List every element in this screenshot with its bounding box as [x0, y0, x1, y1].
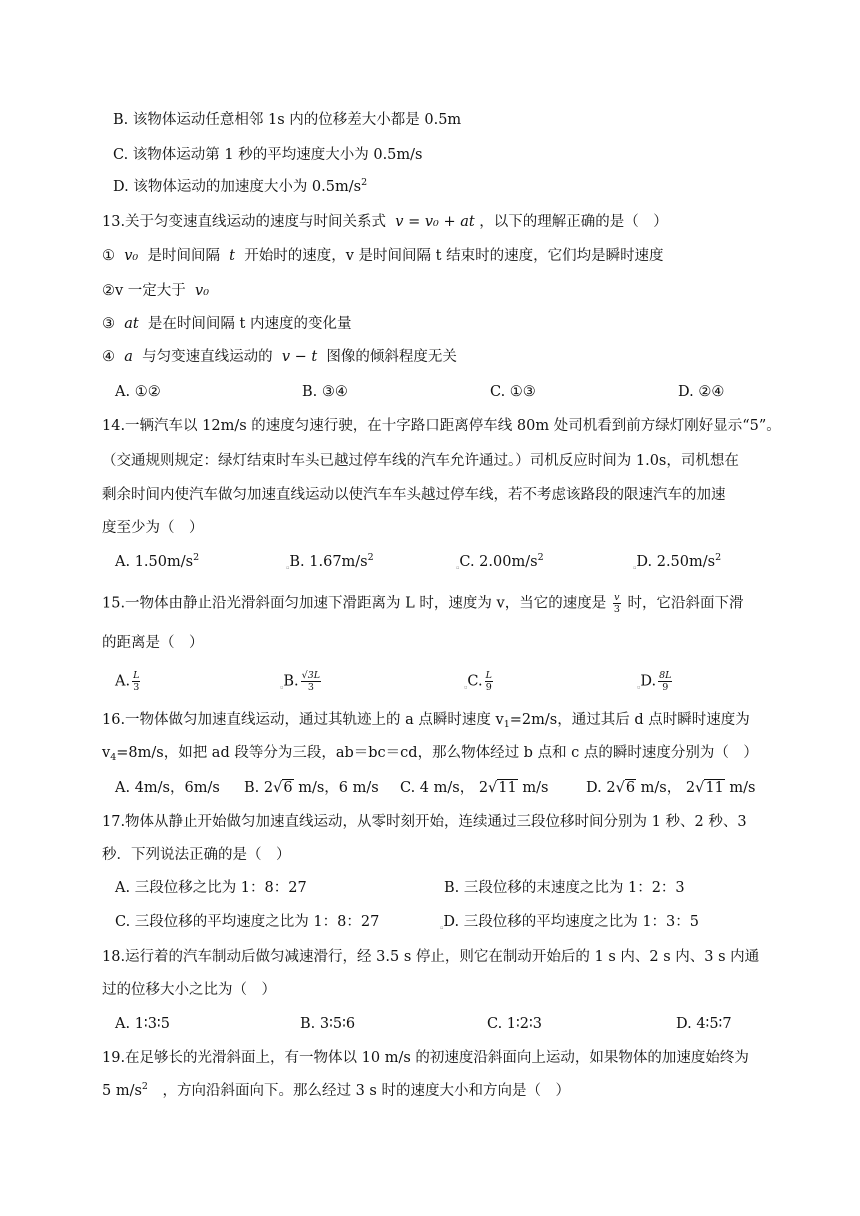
q12-option-d: D. 该物体运动的加速度大小为 $0.5m/s^2$: [113, 177, 368, 195]
q14-option-a: A. $1.50m/s^2$: [115, 552, 200, 570]
q19-stem-line-2: 5 $m/s^2$ ，方向沿斜面向下。那么经过 3 s 时的速度大小和方向是（ ）: [102, 1081, 570, 1099]
q18-option-d: D. 4∶5∶7: [676, 1016, 732, 1032]
q15-option-d: $_▫$D. $\frac{8L}{9}$: [637, 670, 672, 693]
q17-option-d: $_▫$D. 三段位移的平均速度之比为 1：3：5: [440, 914, 700, 931]
q14-option-c: $_▫$C. $2.00m/s^2$: [456, 552, 544, 571]
q13-statement-2: ②v 一定大于 v₀: [102, 283, 210, 299]
q18-stem-line-2: 过的位移大小之比为（ ）: [102, 982, 276, 998]
q18-stem-line-1: 18.运行着的汽车制动后做匀减速滑行，经 3.5 s 停止，则它在制动开始后的 1 s 内、2 s 内、3 s 内通: [102, 949, 760, 965]
q14-stem-line-1: 14.一辆汽车以 12m/s 的速度匀速行驶，在十字路口距离停车线 80m 处司机看到前方绿灯刚好显示“5”。: [102, 418, 781, 434]
q15-stem-line-2: 的距离是（ ）: [102, 635, 204, 651]
q17-option-a: A. 三段位移之比为 1：8：27: [115, 880, 307, 896]
q16-option-b: B. 2√6 m/s，6 m/s: [244, 780, 379, 796]
q16-stem-line-2: $v_4=8m/s$，如把 ad 段等分为三段，ab＝bc＝cd，那么物体经过 b 点和 c 点的瞬时速度分别为（ ）: [102, 745, 758, 763]
q16-option-c: C. 4 m/s， 2√11 m/s: [400, 780, 549, 796]
q17-stem-line-1: 17.物体从静止开始做匀加速直线运动，从零时刻开始，连续通过三段位移时间分别为 1 秒、2 秒、3: [102, 814, 747, 830]
q18-option-c: C. 1∶2∶3: [487, 1016, 543, 1032]
q17-option-b: B. 三段位移的末速度之比为 1：2：3: [444, 880, 685, 896]
q13-statement-3: ③ at 是在时间间隔 t 内速度的变化量: [102, 316, 352, 332]
q16-option-d: D. 2√6 m/s， 2√11 m/s: [586, 780, 756, 796]
q15-option-b: $_▫$B. $\frac{√3L}{3}$: [280, 670, 321, 693]
q13-option-a: A. ①②: [115, 384, 161, 400]
q12-option-b: B. 该物体运动任意相邻 1s 内的位移差大小都是 0.5m: [113, 112, 462, 128]
q13-stem: 13.关于匀变速直线运动的速度与时间关系式 v = v₀ + at ，以下的理解正确的是（ ）: [102, 214, 668, 230]
q16-stem-line-1: 16.一物体做匀加速直线运动，通过其轨迹上的 a 点瞬时速度 $v_1=2m/s$，通过其后 d 点时瞬时速度为: [102, 712, 750, 730]
q15-stem-line-1: 15.一物体由静止沿光滑斜面匀加速下滑距离为 L 时，速度为 v，当它的速度是 $\frac{v}{3}$ 时，它沿斜面下滑: [102, 592, 744, 615]
q14-option-b: $_▫$B. $1.67m/s^2$: [286, 552, 374, 571]
q19-stem-line-1: 19.在足够长的光滑斜面上，有一物体以 10 m/s 的初速度沿斜面向上运动，如果物体的加速度始终为: [102, 1050, 749, 1066]
q15-option-c: $_▫$C. $\frac{L}{9}$: [464, 670, 492, 693]
q18-option-a: A. 1∶3∶5: [115, 1016, 170, 1032]
q13-option-b: B. ③④: [302, 384, 348, 400]
q13-statement-1: ① v₀ 是时间间隔 t 开始时的速度，v 是时间间隔 t 结束时的速度，它们均是瞬时速度: [102, 248, 664, 264]
q16-option-a: A. 4m/s，6m/s: [115, 780, 220, 796]
q13-option-d: D. ②④: [678, 384, 725, 400]
q13-statement-4: ④ a 与匀变速直线运动的 v − t 图像的倾斜程度无关: [102, 349, 457, 365]
q13-formula: v = v₀ + at: [395, 214, 475, 230]
q14-option-d: $_▫$D. $2.50m/s^2$: [633, 552, 722, 571]
q14-stem-line-2: （交通规则规定：绿灯结束时车头已越过停车线的汽车允许通过。）司机反应时间为 1.0s，司机想在: [102, 453, 739, 469]
q17-option-c: C. 三段位移的平均速度之比为 1：8：27: [115, 914, 380, 930]
q17-stem-line-2: 秒．下列说法正确的是（ ）: [102, 847, 291, 863]
q13-option-c: C. ①③: [490, 384, 536, 400]
q18-option-b: B. 3∶5∶6: [300, 1016, 356, 1032]
q14-stem-line-4: 度至少为（ ）: [102, 520, 204, 536]
q12-option-c: C. 该物体运动第 1 秒的平均速度大小为 0.5m/s: [113, 147, 423, 163]
q15-option-a: A. $\frac{L}{3}$: [115, 670, 140, 693]
q14-stem-line-3: 剩余时间内使汽车做匀加速直线运动以使汽车车头越过停车线，若不考虑该路段的限速汽车的加速: [102, 487, 726, 503]
q15-fraction: $\frac{v}{3}$: [613, 592, 620, 615]
